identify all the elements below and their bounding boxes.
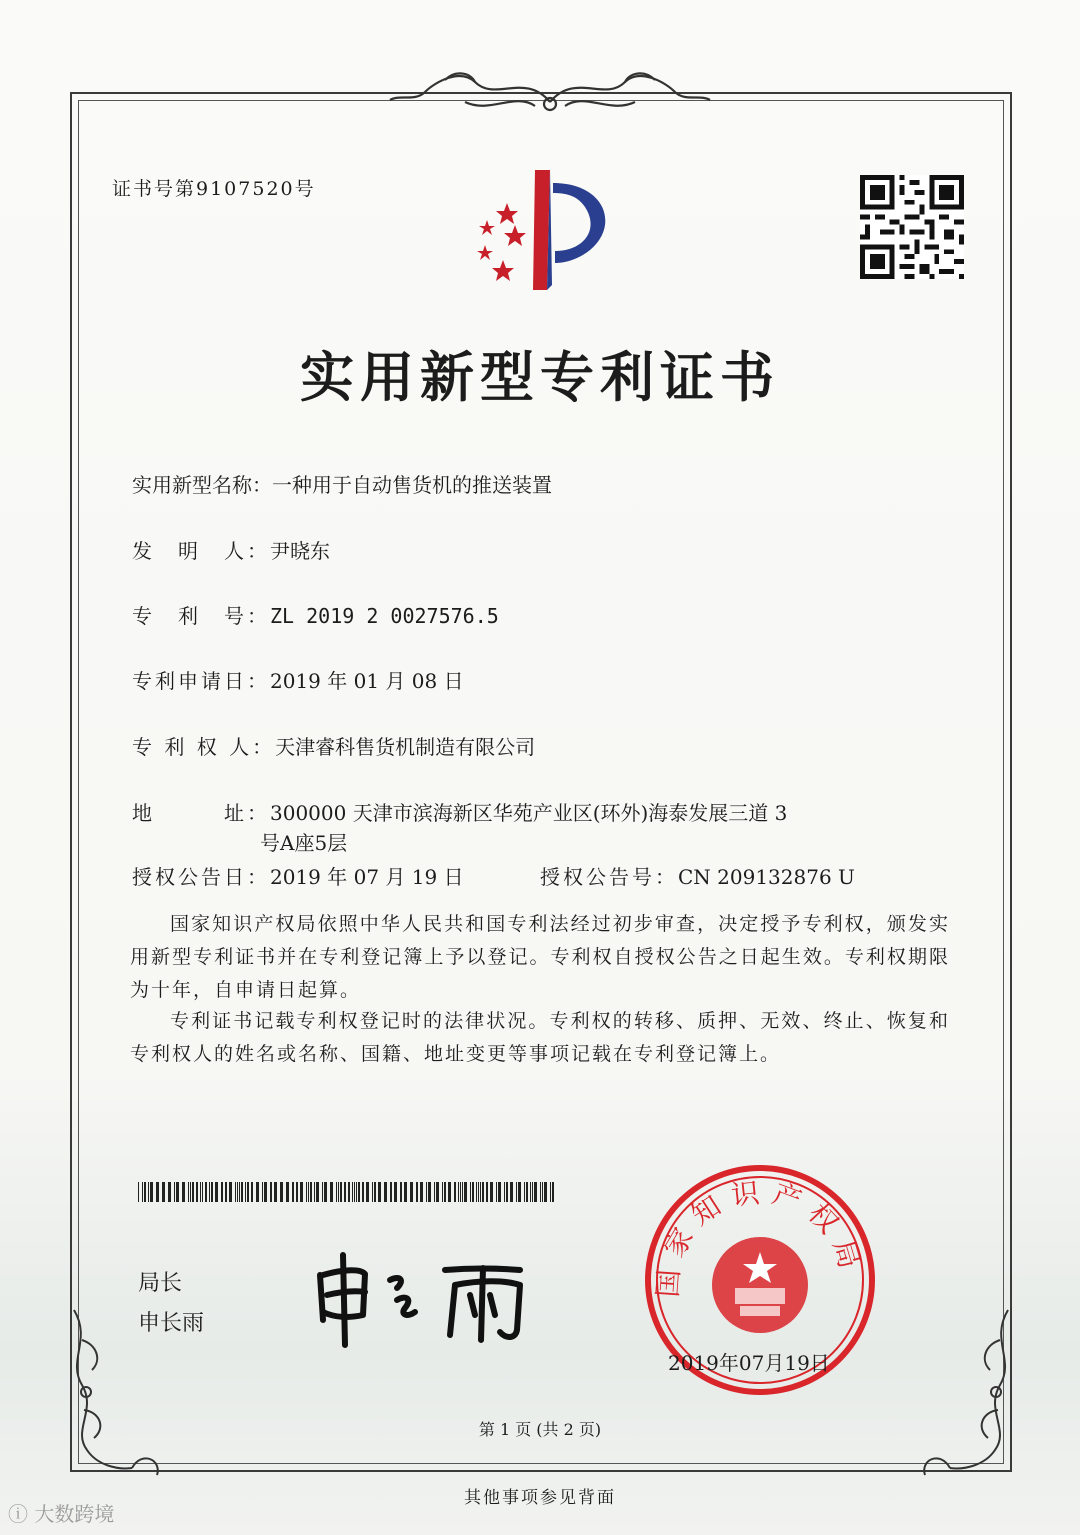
model-name-row: [132, 469, 552, 498]
grant-date-label: 授权公告日：: [132, 865, 270, 889]
seal-text: 国家知识产权局: [650, 1175, 869, 1299]
qr-code: [860, 175, 964, 279]
grant-date-row: [132, 861, 464, 890]
back-note: 其他事项参见背面: [464, 1488, 616, 1508]
inventor-label: 发 明 人：: [132, 539, 270, 563]
director-signature: [305, 1240, 565, 1350]
grant-no-row: [540, 861, 855, 890]
inventor-row: [132, 535, 330, 564]
body-paragraph-2: 专利证书记载专利权登记时的法律状况。专利权的转移、质押、无效、终止、恢复和专利权人的姓名或名称、国籍、地址变更等事项记载在专利登记簿上。: [130, 1010, 950, 1065]
filing-date-row: [132, 665, 464, 694]
barcode: [138, 1182, 558, 1202]
address-label: 地 址：: [132, 801, 270, 825]
address-line2: 号A座5层: [260, 831, 348, 855]
address-row: [132, 797, 787, 826]
watermark-label: 大数跨境: [34, 1502, 115, 1526]
page-number: 第 1 页 (共 2 页): [478, 1420, 602, 1439]
watermark-text: [8, 1498, 114, 1527]
watermark-logo-icon: ⓘ: [8, 1502, 28, 1526]
patent-no-value: ZL 2019 2 0027576.5: [270, 604, 499, 628]
patent-office-logo: [455, 165, 625, 295]
director-title: 局长: [138, 1271, 183, 1296]
certificate-number: 证书号第9107520号: [112, 178, 316, 200]
filing-date-value: 2019 年 01 月 08 日: [270, 669, 464, 693]
patent-no-label: 专 利 号：: [132, 604, 270, 628]
top-ornament: [385, 62, 715, 122]
model-name-label: 实用新型名称：: [132, 473, 272, 497]
address-line1: 300000 天津市滨海新区华苑产业区(环外)海泰发展三道 3: [270, 801, 788, 825]
grant-no-label: 授权公告号：: [540, 865, 678, 889]
bottom-right-ornament: [910, 1300, 1020, 1490]
inventor-value: 尹晓东: [270, 539, 330, 563]
body-paragraph-1: 国家知识产权局依照中华人民共和国专利法经过初步审查，决定授予专利权，颁发实用新型专利证书并在专利登记簿上予以登记。专利权自授权公告之日起生效。专利权期限为十年，自申请日起算。: [130, 913, 950, 1001]
grant-no-value: CN 209132876 U: [678, 865, 855, 889]
patent-no-row: [132, 600, 499, 629]
patentee-value: 天津睿科售货机制造有限公司: [275, 735, 536, 759]
seal-date: 2019年07月19日: [668, 1351, 830, 1375]
patentee-row: [132, 731, 535, 760]
model-name-value: 一种用于自动售货机的推送装置: [272, 473, 552, 497]
filing-date-label: 专利申请日：: [132, 669, 270, 693]
patentee-label: 专 利 权 人：: [132, 735, 276, 759]
director-name: 申长雨: [138, 1311, 205, 1336]
certificate-title: 实用新型专利证书: [300, 345, 780, 409]
grant-date-value: 2019 年 07 月 19 日: [270, 865, 464, 889]
